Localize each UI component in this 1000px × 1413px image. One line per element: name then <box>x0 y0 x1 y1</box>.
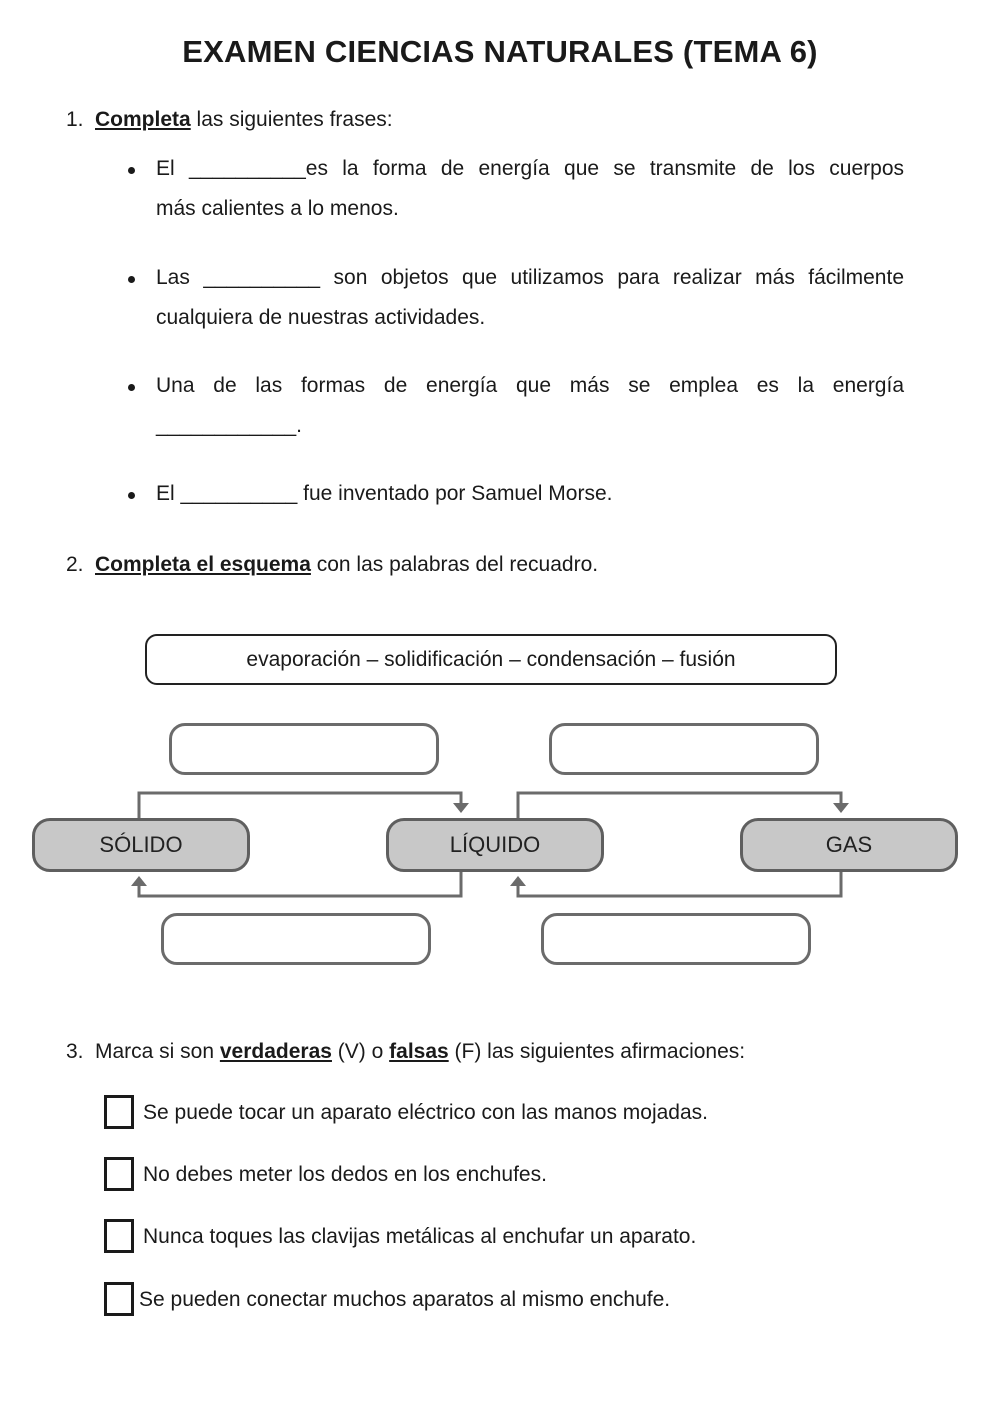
answer-checkbox[interactable] <box>104 1282 134 1316</box>
page-title: EXAMEN CIENCIAS NATURALES (TEMA 6) <box>182 34 818 69</box>
answer-box-bottom-right[interactable] <box>541 913 811 965</box>
fill-blank-line: Una de las formas de energía que más se emplea es la energía <box>156 374 904 397</box>
statement-text: Nunca toques las clavijas metálicas al enchufar un aparato. <box>143 1225 697 1248</box>
question-1-emphasis: Completa <box>95 108 191 131</box>
question-number: 3. <box>66 1040 84 1063</box>
statement-text: No debes meter los dedos en los enchufes. <box>143 1163 547 1186</box>
question-number: 1. <box>66 108 84 131</box>
fill-blank-line: Las __________ son objetos que utilizamos para realizar más fácilmente <box>156 266 904 289</box>
arrow-liquid-to-solid <box>139 870 461 896</box>
fill-blank-line: ____________. <box>156 414 302 437</box>
question-number: 2. <box>66 553 84 576</box>
answer-box-top-right[interactable] <box>549 723 819 775</box>
fill-blank-line: más calientes a lo menos. <box>156 197 399 220</box>
arrowhead-icon <box>453 803 469 813</box>
state-solid: SÓLIDO <box>32 818 250 872</box>
question-2-emphasis: Completa el esquema <box>95 553 311 576</box>
answer-box-top-left[interactable] <box>169 723 439 775</box>
true-word: verdaderas <box>219 1040 332 1063</box>
question-2-rest: con las palabras del recuadro. <box>310 553 599 576</box>
statement-text: Se pueden conectar muchos aparatos al mismo enchufe. <box>139 1288 671 1311</box>
fill-blank-line: cualquiera de nuestras actividades. <box>156 306 486 329</box>
answer-checkbox[interactable] <box>104 1095 134 1129</box>
question-3-suffix: (F) las siguientes afirmaciones: <box>448 1040 746 1063</box>
answer-checkbox[interactable] <box>104 1219 134 1253</box>
answer-checkbox[interactable] <box>104 1157 134 1191</box>
arrowhead-icon <box>833 803 849 813</box>
question-3-middle: (V) o <box>331 1040 390 1063</box>
state-liquid: LÍQUIDO <box>386 818 604 872</box>
fill-blank-line: El __________ fue inventado por Samuel Morse. <box>156 482 613 505</box>
arrow-solid-to-liquid <box>139 793 461 819</box>
word-bank: evaporación – solidificación – condensación – fusión <box>145 634 837 685</box>
false-word: falsas <box>389 1040 449 1063</box>
question-3-heading <box>66 1040 745 1064</box>
question-1-rest: las siguientes frases: <box>190 108 393 131</box>
arrow-liquid-to-gas <box>518 793 841 819</box>
arrow-gas-to-liquid <box>518 870 841 896</box>
state-gas: GAS <box>740 818 958 872</box>
arrowhead-icon <box>131 876 147 886</box>
answer-box-bottom-left[interactable] <box>161 913 431 965</box>
statement-text: Se puede tocar un aparato eléctrico con las manos mojadas. <box>143 1101 709 1124</box>
fill-blank-line: El __________es la forma de energía que se transmite de los cuerpos <box>156 157 904 180</box>
arrowhead-icon <box>510 876 526 886</box>
question-3-prefix: Marca si son <box>95 1040 220 1063</box>
